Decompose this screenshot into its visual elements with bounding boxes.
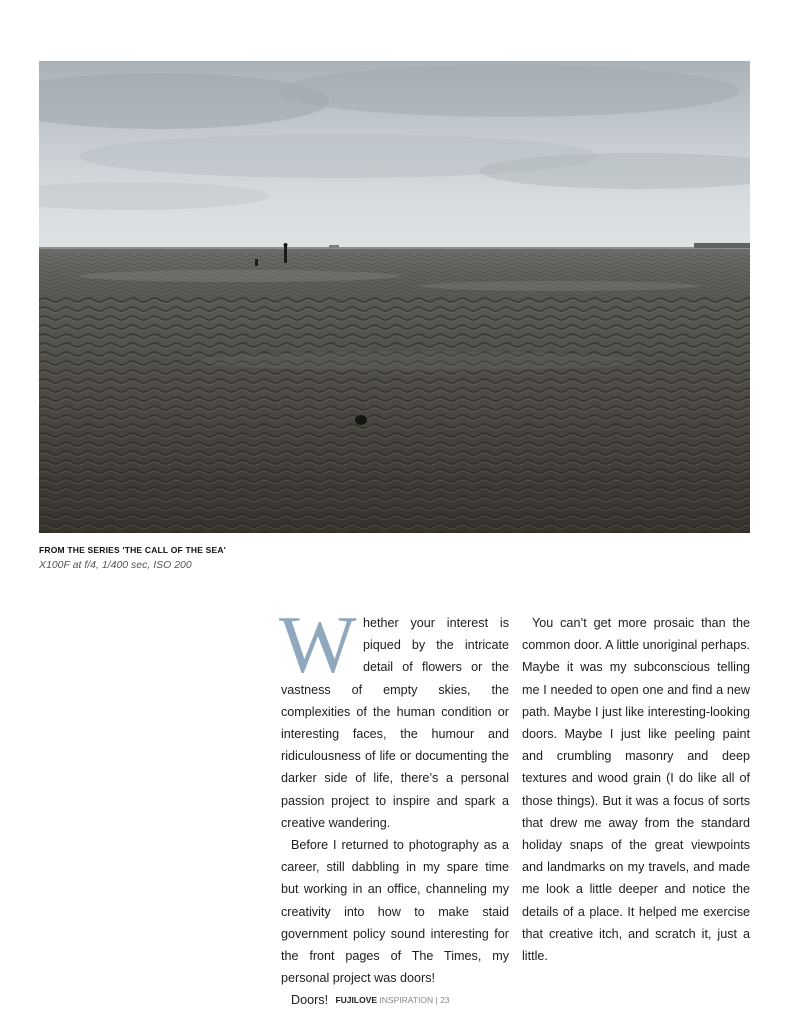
article-column-left [279,599,509,1012]
page-footer [0,995,785,1005]
article-paragraph-1 [279,599,509,834]
article-paragraph-4: You can’t get more prosaic than the common door. A little unoriginal perhaps. Maybe it was my subconscious telling me I needed to open one and find a new path. Maybe I just like interesting-looking doors. Maybe I just like peeling paint and crumbling masonry and deep textures and wood grain (I do like all of those things). But it was a focus of sorts that drew me away from the standard holiday snaps of the great viewpoints and landmarks on my travels, and made me look a little deeper and notice the details of a place. It helped me exercise that creative itch, and scratch it, just a little. [522,616,750,964]
footer-separator: | [435,995,438,1005]
article-photo [39,61,750,533]
article-paragraph-2: Before I returned to photography as a career, still dabbling in my spare time but working in an office, channeling my creativity into how to make staid government policy sound interesting for the front pages of The Times, my personal project was doors! [281,838,509,986]
footer-section: INSPIRATION [379,995,434,1005]
photo-caption-title: FROM THE SERIES 'THE CALL OF THE SEA' [39,545,226,555]
page-number: 23 [440,995,450,1005]
paragraph-1-text: hether your interest is piqued by the intricate detail of flowers or the vastness of empty skies, the complexities of the human condition or interesting faces, the humour and ridiculousness of life or documenting the darker side of life, there’s a personal passion project to inspire and spark a creative wandering. [281,616,509,830]
drop-cap: W [279,599,357,690]
photo-caption-exif: X100F at f/4, 1/400 sec, ISO 200 [39,559,192,571]
seascape-photo [39,61,750,533]
article-paragraph-3: Doors! [291,993,329,1008]
article-column-right [522,612,750,967]
footer-brand: FUJILOVE [335,995,378,1005]
